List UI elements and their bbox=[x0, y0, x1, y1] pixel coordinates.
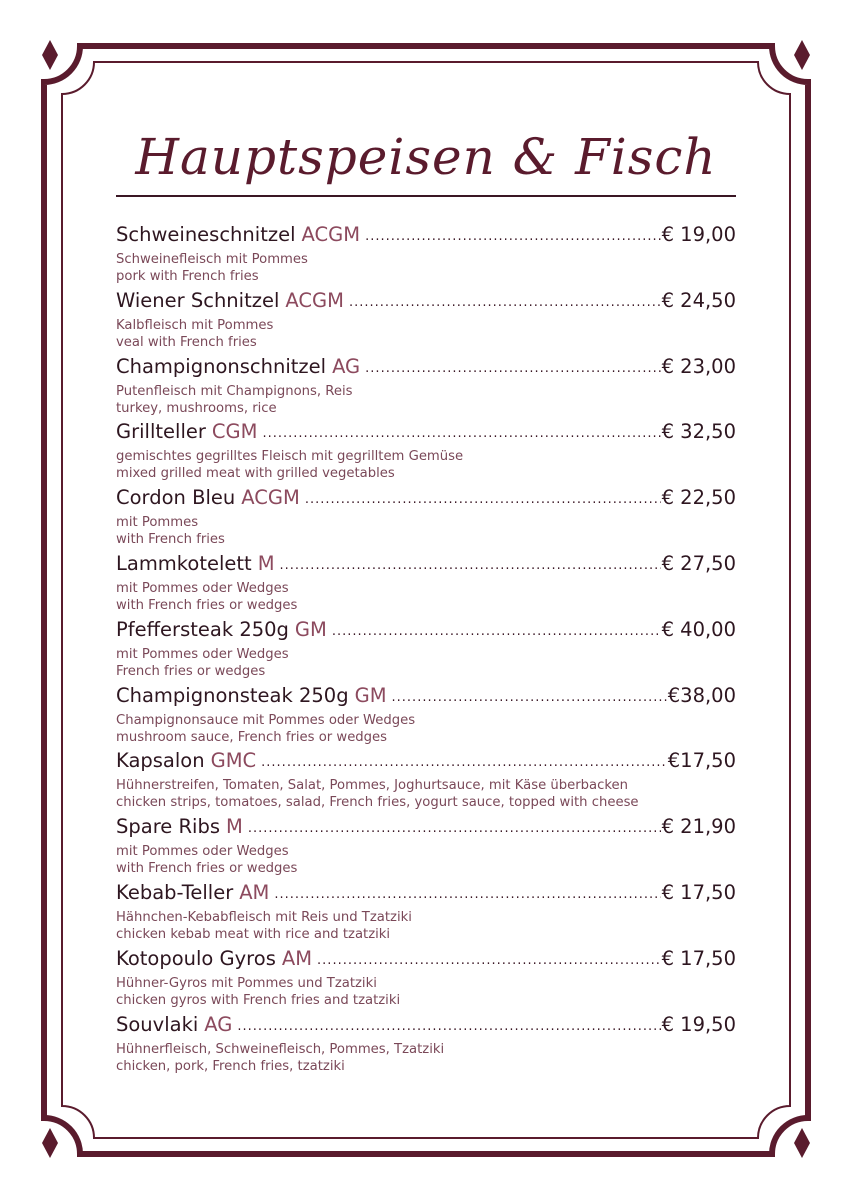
corner-diamond-icon bbox=[42, 1128, 58, 1158]
menu-item bbox=[116, 946, 736, 1012]
dot-leader bbox=[332, 619, 661, 645]
dish-name: Kebab-Teller bbox=[116, 880, 234, 904]
allergen-codes: GM bbox=[354, 683, 387, 707]
description-de: Hühnerfleisch, Schweinefleisch, Pommes, Tzatziki bbox=[116, 1041, 445, 1057]
menu-item bbox=[116, 485, 736, 551]
menu-item bbox=[116, 683, 736, 749]
allergen-codes: CGM bbox=[211, 420, 258, 444]
dish-name: Grillteller bbox=[116, 420, 206, 444]
description-de: mit Pommes oder Wedges bbox=[116, 844, 289, 860]
dish-price: € 32,50 bbox=[661, 420, 736, 444]
dish-name: Schweineschnitzel bbox=[116, 223, 296, 246]
description-de: mit Pommes oder Wedges bbox=[116, 580, 289, 596]
allergen-codes: M bbox=[257, 551, 275, 575]
dish-name: Spare Ribs bbox=[116, 815, 220, 839]
description-en: chicken kebab meat with rice and tzatziki bbox=[116, 926, 391, 942]
menu-item bbox=[116, 880, 736, 946]
dot-leader bbox=[317, 948, 661, 974]
description-de: Hähnchen-Kebabfleisch mit Reis und Tzatziki bbox=[116, 909, 412, 925]
allergen-codes: ACGM bbox=[241, 486, 300, 510]
description-en: with French fries bbox=[116, 532, 225, 548]
menu-item bbox=[116, 551, 736, 617]
dish-name: Champignonsteak 250g bbox=[116, 683, 349, 707]
description-de: Champignonsauce mit Pommes oder Wedges bbox=[116, 712, 416, 728]
dot-leader bbox=[392, 685, 667, 711]
menu-item bbox=[116, 288, 736, 354]
allergen-codes: ACGM bbox=[301, 223, 361, 246]
menu-item bbox=[116, 814, 736, 880]
dish-price: € 17,50 bbox=[661, 946, 736, 970]
description-en: chicken, pork, French fries, tzatziki bbox=[116, 1058, 345, 1074]
dish-name: Kotopoulo Gyros bbox=[116, 946, 276, 970]
corner-diamond-icon bbox=[42, 40, 58, 70]
menu-item bbox=[116, 419, 736, 485]
dish-price: € 17,50 bbox=[661, 880, 736, 904]
dish-price: € 21,90 bbox=[661, 815, 736, 839]
title-underline bbox=[116, 195, 736, 197]
dot-leader bbox=[261, 750, 667, 776]
dish-price: € 19,50 bbox=[661, 1012, 736, 1036]
dish-name: Kapsalon bbox=[116, 749, 205, 773]
menu-item bbox=[116, 222, 736, 288]
dish-price: €38,00 bbox=[667, 683, 736, 707]
dish-price: € 40,00 bbox=[661, 617, 736, 641]
allergen-codes: GM bbox=[294, 617, 327, 641]
dish-name: Lammkotelett bbox=[116, 551, 252, 575]
description-de: Hühner-Gyros mit Pommes und Tzatziki bbox=[116, 975, 377, 991]
dish-name: Pfeffersteak 250g bbox=[116, 617, 289, 641]
dish-price: € 23,00 bbox=[661, 354, 736, 378]
dot-leader bbox=[262, 421, 660, 447]
dot-leader bbox=[305, 487, 661, 513]
menu-item bbox=[116, 354, 736, 420]
description-de: gemischtes gegrilltes Fleisch mit gegrilltem Gemüse bbox=[116, 449, 464, 465]
dot-leader bbox=[248, 816, 661, 842]
description-en: pork with French fries bbox=[116, 269, 259, 284]
dot-leader bbox=[365, 356, 660, 382]
description-de: Putenfleisch mit Champignons, Reis bbox=[116, 383, 353, 399]
description-en: with French fries or wedges bbox=[116, 861, 298, 877]
corner-diamond-icon bbox=[794, 40, 810, 70]
corner-diamond-icon bbox=[794, 1128, 810, 1158]
dish-price: €17,50 bbox=[667, 749, 736, 773]
allergen-codes: AG bbox=[332, 354, 361, 378]
description-en: veal with French fries bbox=[116, 334, 257, 350]
allergen-codes: GMC bbox=[210, 749, 257, 773]
dot-leader bbox=[349, 290, 661, 316]
description-de: Hühnerstreifen, Tomaten, Salat, Pommes, Joghurtsauce, mit Käse überbacken bbox=[116, 778, 629, 794]
dish-name: Champignonschnitzel bbox=[116, 354, 327, 378]
menu-item bbox=[116, 748, 736, 814]
description-de: Kalbfleisch mit Pommes bbox=[116, 317, 274, 333]
description-en: French fries or wedges bbox=[116, 663, 266, 679]
dish-name: Souvlaki bbox=[116, 1012, 199, 1036]
dish-price: € 24,50 bbox=[661, 288, 736, 312]
description-en: chicken strips, tomatoes, salad, French fries, yogurt sauce, topped with cheese bbox=[116, 795, 639, 811]
allergen-codes: AG bbox=[204, 1012, 233, 1036]
menu-list bbox=[116, 222, 736, 1077]
dish-price: € 22,50 bbox=[661, 486, 736, 510]
description-en: chicken gyros with French fries and tzatziki bbox=[116, 992, 401, 1008]
description-de: mit Pommes oder Wedges bbox=[116, 646, 289, 662]
dish-name: Wiener Schnitzel bbox=[116, 288, 280, 312]
dish-price: € 27,50 bbox=[661, 551, 736, 575]
allergen-codes: AM bbox=[281, 946, 313, 970]
description-en: with French fries or wedges bbox=[116, 597, 298, 613]
dot-leader bbox=[280, 553, 661, 579]
dish-price: € 19,00 bbox=[661, 223, 736, 246]
allergen-codes: ACGM bbox=[285, 288, 344, 312]
description-en: mixed grilled meat with grilled vegetables bbox=[116, 466, 395, 482]
description-en: mushroom sauce, French fries or wedges bbox=[116, 729, 388, 745]
allergen-codes: M bbox=[226, 815, 243, 839]
page-title: Hauptspeisen & Fisch bbox=[135, 128, 717, 186]
menu-item bbox=[116, 617, 736, 683]
menu-item bbox=[116, 1012, 736, 1078]
dish-name: Cordon Bleu bbox=[116, 486, 236, 510]
dot-leader bbox=[237, 1014, 660, 1040]
dot-leader bbox=[274, 882, 660, 908]
description-de: mit Pommes bbox=[116, 515, 199, 531]
dot-leader bbox=[365, 224, 661, 250]
allergen-codes: AM bbox=[239, 880, 270, 904]
description-en: turkey, mushrooms, rice bbox=[116, 400, 277, 416]
description-de: Schweinefleisch mit Pommes bbox=[116, 252, 308, 267]
